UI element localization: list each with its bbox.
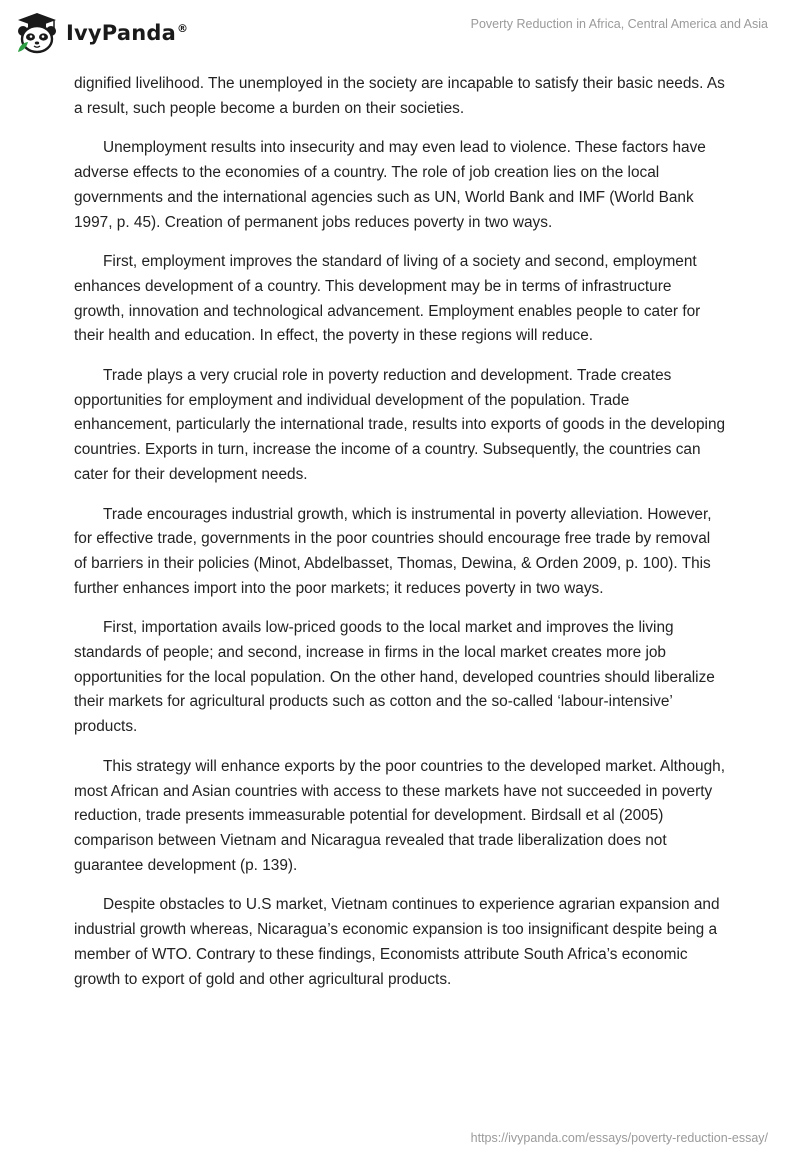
document-title: Poverty Reduction in Africa, Central America and Asia [470,17,768,31]
paragraph: First, employment improves the standard of living of a society and second, employment enhances development of a country. This development may be in terms of infrastructure growth, innovation and technological advancement. Employment enables people to cater for their health and education. In effect, the poverty in these regions will reduce. [74,253,701,345]
paragraph-continuation: dignified livelihood. The unemployed in the society are incapable to satisfy their basic needs. As a result, such people become a burden on their societies. [74,75,725,117]
page-header [0,0,800,66]
paragraph: First, importation avails low-priced goods to the local market and improves the living standards of people; and second, increase in firms in the local market creates more job opportunities for the local population. On the other hand, developed countries should liberalize their markets for agricultural products such as cotton and the so-called ‘labour-intensive’ products. [74,619,715,736]
brand-logo[interactable] [14,10,188,56]
essay-body [74,72,726,1007]
brand-name-text: IvyPanda [66,21,176,45]
trademark-symbol: ® [176,22,189,35]
panda-logo-icon [14,10,60,56]
paragraph: Despite obstacles to U.S market, Vietnam continues to experience agrarian expansion and industrial growth whereas, Nicaragua’s economic expansion is too insignificant despite being a member of WTO. Contrary to these findings, Economists attribute South Africa’s economic growth to export of gold and other agricultural products. [74,896,720,988]
paragraph: Trade encourages industrial growth, which is instrumental in poverty alleviation. However, for effective trade, governments in the poor countries should encourage free trade by removal of barriers in their policies (Minot, Abdelbasset, Thomas, Dewina, & Orden 2009, p. 100). This further enhances import into the poor markets; it reduces poverty in two ways. [74,505,712,597]
brand-name [66,21,188,45]
source-url-link[interactable]: https://ivypanda.com/essays/poverty-reduction-essay/ [470,1131,768,1145]
paragraph: Trade plays a very crucial role in poverty reduction and development. Trade creates opportunities for employment and individual development of the population. Trade enhancement, particularly the international trade, results into exports of goods in the developing countries. Exports in turn, increase the income of a country. Subsequently, the countries can cater for their development needs. [74,367,726,483]
paragraph: This strategy will enhance exports by the poor countries to the developed market. Although, most African and Asian countries with access to these markets have not succeeded in poverty reduction, trade presents immeasurable potential for development. Birdsall et al (2005) comparison between Vietnam and Nicaragua revealed that trade liberalization does not guarantee development (p. 139). [74,757,725,874]
paragraph: Unemployment results into insecurity and may even lead to violence. These factors have adverse effects to the economies of a country. The role of job creation lies on the local governments and the international agencies such as UN, World Bank and IMF (World Bank 1997, p. 45). Creation of permanent jobs reduces poverty in two ways. [74,139,706,231]
